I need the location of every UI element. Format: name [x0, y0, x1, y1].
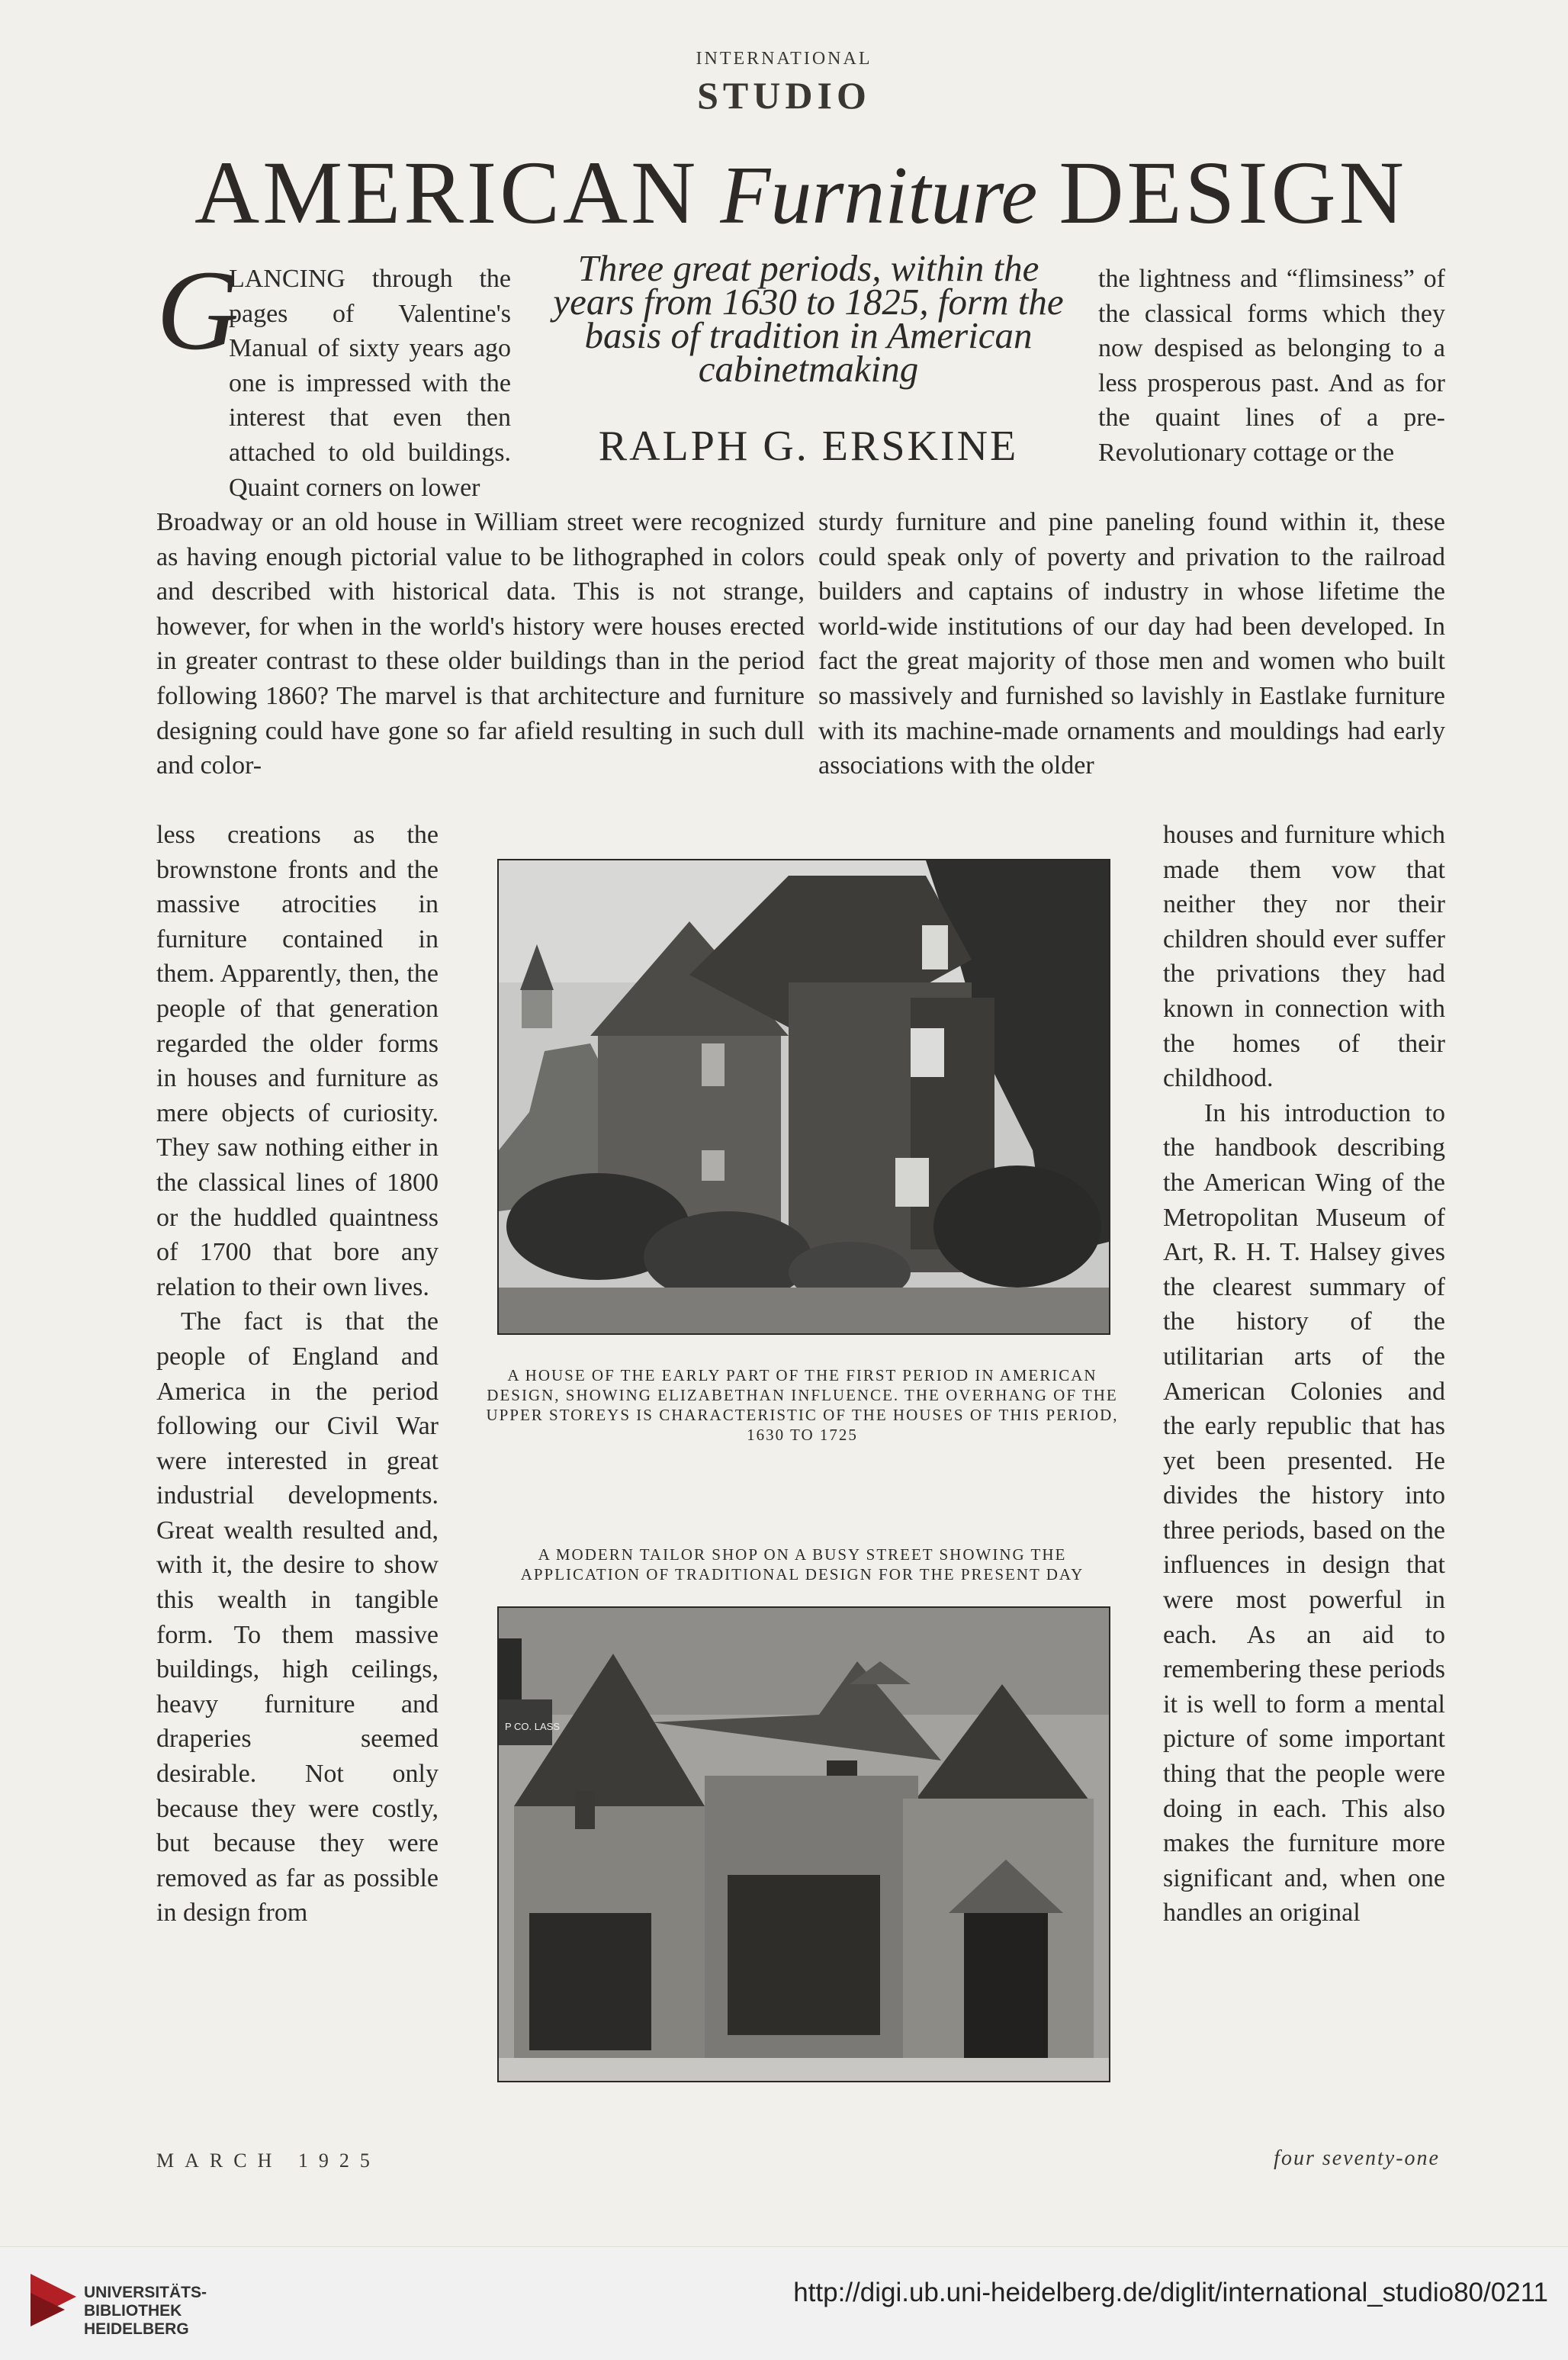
title-word-design: DESIGN [1059, 143, 1407, 243]
col1-body-para2: The fact is that the people of England and America in the period following our Civil War were interested in great industrial developments. Great wealth resulted and, with it, the desire to show this wealth in tangible form. To them massive buildings, high ceilings, heavy furniture and draperies seemed desirable. Not only because they were costly, but because they were removed as far as possible in design from [156, 1307, 439, 1928]
title-word-american: AMERICAN [194, 143, 699, 243]
house-photo-caption: A HOUSE OF THE EARLY PART OF THE FIRST PERIOD IN AMERICAN DESIGN, SHOWING ELIZABETHAN INFLUENCE. THE OVERHANG OF THE UPPER STOREYS IS CHARACTERISTIC OF THE HOUSES OF THIS PERIOD, 1630 TO 1725 [486, 1366, 1119, 1444]
wide-left-text: Broadway or an old house in William street were recognized as having enough pictorial value to be lithographed in colors and described with historical data. This is not strange, however, for when in the world's history were houses erected in greater contrast to these older buildings than in the period following 1860? The marvel is that architecture and furniture designing could have gone so far afield resulting in such dull and color- [156, 508, 805, 780]
masthead-studio: STUDIO [697, 74, 871, 117]
col3-body [1163, 818, 1445, 1931]
shop-illustration [499, 1608, 1109, 2081]
article-title [153, 143, 1449, 246]
drop-cap: G [156, 247, 239, 374]
wide-right-text: sturdy furniture and pine paneling found within it, these could speak only of poverty and privation to the railroad builders and captains of industry in whose lifetime the world-wide institutions of our day had been developed. In fact the great majority of those men and women who built so massively and furnished so lavishly in Eastlake furniture with its machine-made ornaments and mouldings had early associations with the older [818, 508, 1445, 780]
shop-photo-caption: A MODERN TAILOR SHOP ON A BUSY STREET SHOWING THE APPLICATION OF TRADITIONAL DESIGN FOR THE PRESENT DAY [520, 1545, 1084, 1584]
library-name: UNIVERSITÄTS-BIBLIOTHEK HEIDELBERG [84, 2284, 207, 2338]
masthead-international: international [696, 42, 872, 70]
house-illustration [499, 860, 1109, 1333]
col1-intro: LANCING through the pages of Valentine's Manual of sixty years ago one is impressed with the interest that even then attached to old buildings. Quaint corners on lower [229, 265, 511, 502]
col3-intro: the lightness and “flimsiness” of the classical forms which they now despised as belonging to a less prosperous past. And as for the quaint lines of a pre-Revolutionary cottage or the [1098, 265, 1445, 467]
col1-body-para1: less creations as the brownstone fronts and the massive atrocities in furniture contained in them. Apparently, then, the people of that generation regarded the older forms in houses and furniture as mere objects of curiosity. They saw nothing either in the classical lines of 1800 or the huddled quaintness of 1700 that bore any relation to their own lives. [156, 821, 439, 1301]
col3-body-para1: houses and furniture which made them vow that neither they nor their children should ever suffer the privations they had known in connection with the homes of their childhood. [1163, 821, 1445, 1093]
col3-body-para2: In his introduction to the handbook describing the American Wing of the Metropolitan Museum of Art, R. H. T. Halsey gives the clearest summary of the history of the utilitarian arts of the American Colonies and the early republic that has yet been presented. He divides the history into three periods, based on the influences in design that were most powerful in each. As an aid to remembering these periods it is well to form a mental picture of some important thing that the people were doing in each. This also makes the furniture more significant and, when one handles an original [1163, 1098, 1445, 1928]
col1-body [156, 818, 439, 1931]
article-subtitle: Three great periods, within the years from 1630 to 1825, form the basis of tradition in American cabinetmaking [553, 247, 1064, 390]
shop-sign: P CO. LASS [505, 1721, 561, 1732]
source-url-link[interactable]: http://digi.ub.uni-heidelberg.de/diglit/international_studio80/0211 [793, 2278, 1548, 2307]
title-word-furniture: Furniture [720, 150, 1038, 241]
library-footer-bar [0, 2246, 1568, 2360]
page-number: four seventy-one [1274, 2146, 1440, 2170]
shop-photo [497, 1606, 1110, 2082]
house-photo [497, 859, 1110, 1335]
issue-date: MARCH 1925 [156, 2149, 381, 2172]
author-byline: RALPH G. ERSKINE [598, 423, 1019, 470]
